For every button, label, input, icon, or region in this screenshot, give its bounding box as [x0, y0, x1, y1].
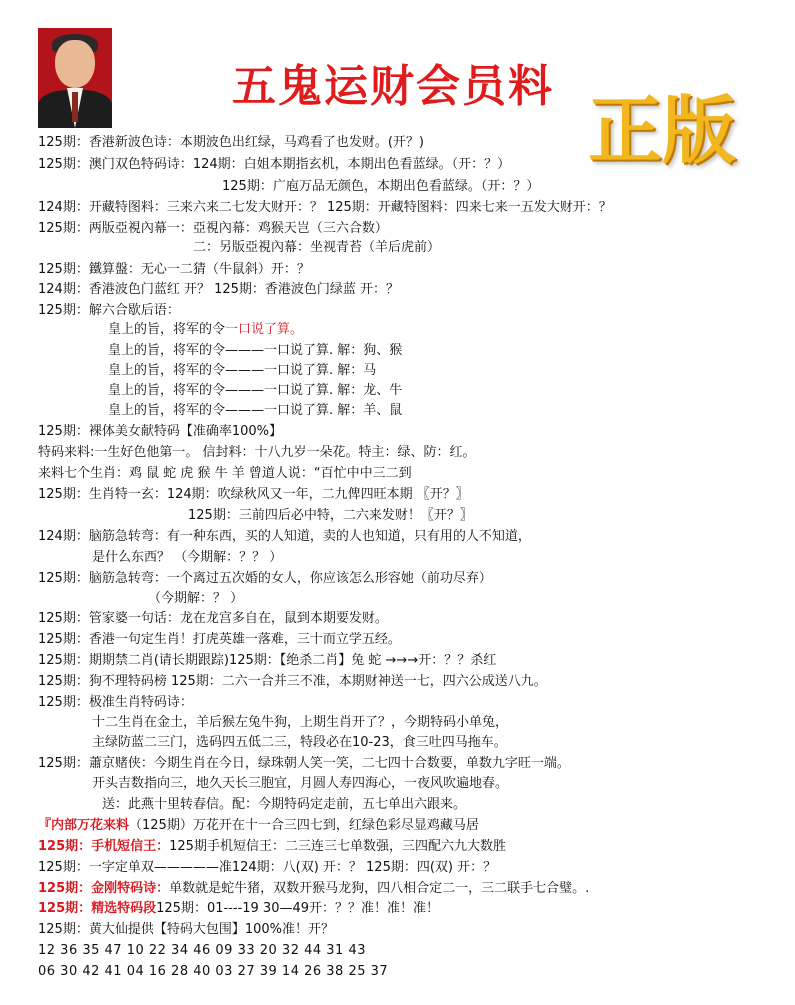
genuine-stamp: 正版: [588, 88, 736, 174]
diamond-poem-text: 单数就是蛇牛猪，双数开猴马龙狗，四八相合定二一，三二联手七合璧。.: [169, 881, 590, 896]
line-04: 124期：开藏特图料：三来六来二七发大财开：？ 125期：开藏特图料：四来七来一五发大财开：？: [38, 200, 612, 215]
line-18: 125期：生肖特一玄：124期：吹绿秋风又一年，二九俾四旺本期 〖开？〗: [38, 487, 469, 502]
line-32: 开头吉数指向三，地久天长三胞宜，月圆人寿四海心，一夜风吹遍地春。: [92, 776, 509, 791]
sms-king-label: 125期：手机短信王：: [38, 839, 170, 854]
line-22: 125期：脑筋急转弯：一个离过五次婚的女人，你应该怎么形容她（前功尽弃）: [38, 571, 492, 586]
line-39: 125期：黄大仙提供【特码大包围】100%准！开？: [38, 922, 334, 937]
line-27: 125期：狗不理特码榜 125期：二六一合并三不准，本期财神送一七，四六公成送八九。: [38, 674, 547, 689]
riddle-answer-red: 一口说了算。: [225, 322, 304, 337]
line-15: 125期：裸体美女献特码【准确率100%】: [38, 424, 282, 439]
line-07: 125期：鐵算盤：无心一二猜（牛鼠斜）开：？: [38, 262, 310, 277]
line-03: 125期：广庖万品无颜色，本期出色看蓝绿。（开：？）: [222, 179, 540, 194]
line-36: 125期：一字定单双—————准124期：八(双) 开：？ 125期：四(双) 开：？: [38, 860, 497, 875]
line-09: 125期：解六合歇后语：: [38, 303, 180, 318]
selected-segment-label: 125期：精选特码段: [38, 901, 157, 916]
line-10: [108, 321, 303, 339]
portrait-photo: [38, 28, 112, 128]
line-06: 二：另版亞視內幕：坐视青苔（羊后虎前）: [193, 240, 441, 255]
sms-king-text: 125期手机短信王：二三连三七单数强，三四配六九大数胜: [169, 839, 506, 854]
line-21: 是什么东西？ （今期解：？？ ）: [92, 550, 283, 565]
line-08: 124期：香港波色门蓝红 开？ 125期：香港波色门绿蓝 开：？: [38, 282, 400, 297]
line-31: 125期：蕭京赌侠：今期生肖在今日，绿珠朝人笑一笑，二七四十合数要，单数九字旺一端。: [38, 756, 570, 771]
line-28: 125期：极准生肖特码诗：: [38, 695, 193, 710]
line-24: 125期：管家婆一句话：龙在龙宫多自在，鼠到本期要发财。: [38, 611, 388, 626]
line-05: 125期：两版亞視內幕一：亞視內幕：鸡猴天岂（三六合数）: [38, 221, 388, 236]
page-title: 五鬼运财会员料: [232, 61, 554, 112]
line-37: [38, 880, 589, 898]
line-33: 送：此燕十里转春信。配：今期特码定走前，五七单出六跟来。: [102, 797, 467, 812]
line-13: 皇上的旨，将军的令———一口说了算. 解：龙、牛: [108, 383, 403, 398]
line-34: [38, 817, 479, 835]
line-30: 主绿防蓝二三门，选码四五低二三，特段必在10-23，食三吐四马拖车。: [92, 735, 507, 750]
internal-flower-text: （125期）万花开在十一合三四七到，红绿色彩尽显鸡藏马居: [129, 818, 479, 833]
line-26: 125期：期期禁二肖(请长期跟踪)125期：【绝杀二肖】兔 蛇 →→→开：？？杀红: [38, 653, 497, 668]
numbers-row-2: 06 30 42 41 04 16 28 40 03 27 39 14 26 38 25 37: [38, 964, 389, 979]
line-38: [38, 900, 439, 918]
line-29: 十二生肖在金土，羊后猴左兔牛狗，上期生肖开了？，今期特码小单兔，: [92, 715, 509, 730]
selected-segment-text: 125期：01----19 30—49开：？？准！准！准！: [156, 901, 440, 916]
riddle-text: 皇上的旨，将军的令: [108, 322, 226, 337]
line-01: 125期：香港新波色诗：本期波色出红绿，马鸡看了也发财。(开？): [38, 135, 424, 150]
line-12: 皇上的旨，将军的令———一口说了算. 解：马: [108, 363, 377, 378]
line-25: 125期：香港一句定生肖！打虎英雄一落难，三十而立学五经。: [38, 632, 401, 647]
internal-flower-label: 『内部万花来料: [38, 818, 130, 833]
line-17: 来料七个生肖：鸡 鼠 蛇 虎 猴 牛 羊 曾道人说：“百忙中中三二到: [38, 466, 412, 481]
line-16: 特码来料:一生好色他第一。 信封料：十八九岁一朵花。特主：绿、防：红。: [38, 445, 476, 460]
line-35: [38, 838, 506, 856]
line-11: 皇上的旨，将军的令———一口说了算. 解：狗、猴: [108, 343, 403, 358]
line-20: 124期：脑筋急转弯：有一种东西，买的人知道，卖的人也知道，只有用的人不知道，: [38, 529, 531, 544]
line-19: 125期：三前四后必中特，二六来发财！〖开？〗: [188, 508, 473, 523]
line-23: （今期解：？ ）: [148, 591, 244, 606]
line-14: 皇上的旨，将军的令———一口说了算. 解：羊、鼠: [108, 403, 403, 418]
numbers-row-1: 12 36 35 47 10 22 34 46 09 33 20 32 44 31 43: [38, 943, 366, 958]
line-02: 125期：澳门双色特码诗：124期：白姐本期指玄机，本期出色看蓝绿。（开：？）: [38, 157, 511, 172]
diamond-poem-label: 125期：金刚特码诗：: [38, 881, 170, 896]
